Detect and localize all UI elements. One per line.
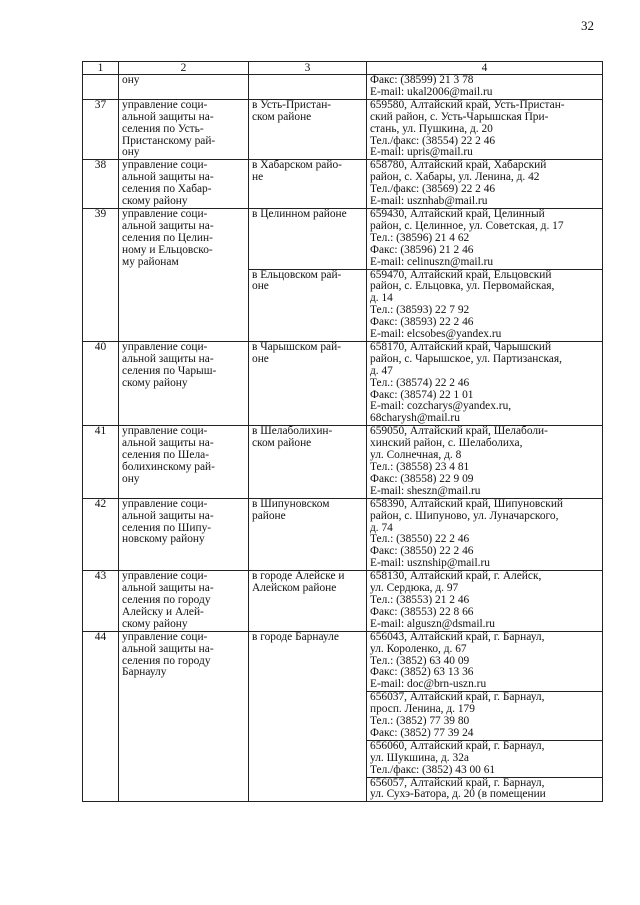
cell-line: E-mail: elcsobes@yandex.ru bbox=[370, 328, 502, 341]
cell-line: не bbox=[252, 171, 264, 184]
row-number: 38 bbox=[83, 160, 119, 209]
district-cell bbox=[249, 426, 367, 498]
cell-line: Тел.: (38550) 22 2 46 bbox=[370, 533, 470, 546]
cell-line: 659050, Алтайский край, Шелаболи- bbox=[370, 425, 548, 438]
cell-line: оне bbox=[252, 280, 269, 293]
cell-line: ону bbox=[122, 74, 140, 86]
cell-line: управление соци- bbox=[122, 497, 208, 510]
cell-line: Тел.: (3852) 77 39 80 bbox=[370, 715, 470, 728]
cell-line: д. 14 bbox=[370, 292, 393, 305]
cell-line: районе bbox=[252, 509, 286, 522]
cell-line: ский район, с. Усть-Чарышская При- bbox=[370, 110, 549, 123]
contact-cell bbox=[367, 498, 603, 570]
cell-line: скому району bbox=[122, 195, 188, 208]
cell-line: 659430, Алтайский край, Целинный bbox=[370, 207, 545, 220]
cell-line: в Ельцовском рай- bbox=[252, 268, 342, 281]
district-cell bbox=[249, 160, 367, 209]
column-header: 3 bbox=[249, 62, 367, 75]
cell-line: ул. Короленко, д. 67 bbox=[370, 642, 467, 655]
contact-cell bbox=[367, 269, 603, 341]
cell-line: 659470, Алтайский край, Ельцовский bbox=[370, 268, 552, 281]
cell-line: район, с. Ельцовка, ул. Первомайская, bbox=[370, 280, 555, 293]
cell-line: ону bbox=[122, 472, 140, 485]
contact-cell bbox=[367, 208, 603, 269]
cell-line: E-mail: ukal2006@mail.ru bbox=[370, 85, 493, 98]
cell-line: управление соци- bbox=[122, 340, 208, 353]
organization-cell bbox=[119, 571, 249, 632]
row-number: 44 bbox=[83, 631, 119, 802]
cell-line: ул. Сердюка, д. 97 bbox=[370, 582, 459, 595]
district-cell bbox=[249, 631, 367, 802]
cell-line: Факс: (38593) 22 2 46 bbox=[370, 316, 474, 329]
table-row bbox=[83, 208, 603, 269]
cell-line: просп. Ленина, д. 179 bbox=[370, 703, 475, 716]
cell-line: Барнаулу bbox=[122, 666, 167, 679]
table-row bbox=[83, 341, 603, 425]
cell-line: стань, ул. Пушкина, д. 20 bbox=[370, 122, 493, 135]
cell-line: 658390, Алтайский край, Шипуновский bbox=[370, 497, 564, 510]
cell-line: управление соци- bbox=[122, 630, 208, 643]
district-cell bbox=[249, 571, 367, 632]
cell-line: управление соци- bbox=[122, 159, 208, 172]
table-body bbox=[83, 62, 603, 802]
cell-line: ному и Ельцовско- bbox=[122, 243, 213, 256]
cell-line: Факс: (38574) 22 1 01 bbox=[370, 388, 474, 401]
cell-line: селения по Шипу- bbox=[122, 521, 212, 534]
cell-line: Факс: (3852) 63 13 36 bbox=[370, 666, 474, 679]
cell-line: альной защиты на- bbox=[122, 352, 214, 365]
contact-cell bbox=[367, 740, 603, 777]
cell-line: Факс: (38596) 21 2 46 bbox=[370, 243, 474, 256]
row-number: 42 bbox=[83, 498, 119, 570]
organization-cell bbox=[119, 426, 249, 498]
column-header: 1 bbox=[83, 62, 119, 75]
cell-line: в Чарышском рай- bbox=[252, 340, 341, 353]
cell-line: в Шипуновском bbox=[252, 497, 330, 510]
cell-line: в Шелаболихин- bbox=[252, 425, 333, 438]
cell-line: Тел.: (38553) 21 2 46 bbox=[370, 593, 470, 606]
cell-line: управление соци- bbox=[122, 570, 208, 583]
cell-line: ону bbox=[122, 146, 140, 159]
table-row bbox=[83, 426, 603, 498]
organization-cell bbox=[119, 498, 249, 570]
cell-line: 656043, Алтайский край, г. Барнаул, bbox=[370, 630, 545, 643]
table-row bbox=[83, 631, 603, 692]
cell-line: Тел./факс: (38569) 22 2 46 bbox=[370, 183, 496, 196]
cell-line: альной защиты на- bbox=[122, 219, 214, 232]
contact-cell bbox=[367, 341, 603, 425]
cell-line: Алейску и Алей- bbox=[122, 605, 204, 618]
row-number bbox=[83, 75, 119, 100]
cell-line: в Хабарском райо- bbox=[252, 159, 342, 172]
cell-line: управление соци- bbox=[122, 207, 208, 220]
cell-line: альной защиты на- bbox=[122, 582, 214, 595]
cell-line: Тел.: (38574) 22 2 46 bbox=[370, 376, 470, 389]
cell-line: альной защиты на- bbox=[122, 437, 214, 450]
cell-line: в городе Алейске и bbox=[252, 570, 345, 583]
cell-line: скому району bbox=[122, 617, 188, 630]
organization-cell bbox=[119, 631, 249, 802]
column-header: 2 bbox=[119, 62, 249, 75]
organization-cell bbox=[119, 75, 249, 100]
table-row bbox=[83, 75, 603, 100]
contact-cell bbox=[367, 99, 603, 160]
contact-cell bbox=[367, 692, 603, 741]
district-cell bbox=[249, 75, 367, 100]
table-header-row bbox=[83, 62, 603, 75]
organization-cell bbox=[119, 341, 249, 425]
cell-line: Тел./факс: (38554) 22 2 46 bbox=[370, 134, 496, 147]
cell-line: Тел.: (38593) 22 7 92 bbox=[370, 304, 470, 317]
cell-line: Тел.: (38558) 23 4 81 bbox=[370, 461, 470, 473]
cell-line: му районам bbox=[122, 255, 179, 268]
institutions-table bbox=[82, 61, 603, 802]
cell-line: 658170, Алтайский край, Чарышский bbox=[370, 340, 552, 353]
cell-line: Факс: (38553) 22 8 66 bbox=[370, 605, 474, 618]
contact-cell bbox=[367, 631, 603, 692]
cell-line: селения по Хабар- bbox=[122, 183, 212, 196]
cell-line: Тел.: (38596) 21 4 62 bbox=[370, 231, 470, 244]
cell-line: E-mail: cozcharys@yandex.ru, bbox=[370, 400, 512, 413]
cell-line: 658130, Алтайский край, г. Алейск, bbox=[370, 570, 542, 583]
cell-line: альной защиты на- bbox=[122, 110, 214, 123]
cell-line: селения по Чарыш- bbox=[122, 364, 217, 377]
contact-cell bbox=[367, 571, 603, 632]
row-number: 39 bbox=[83, 208, 119, 341]
cell-line: д. 47 bbox=[370, 364, 393, 377]
cell-line: скому району bbox=[122, 376, 188, 389]
cell-line: 656057, Алтайский край, г. Барнаул, bbox=[370, 776, 545, 789]
cell-line: новскому району bbox=[122, 533, 205, 546]
cell-line: Пристанскому рай- bbox=[122, 134, 216, 147]
cell-line: селения по Усть- bbox=[122, 122, 204, 135]
cell-line: Факс: (38558) 22 9 09 bbox=[370, 472, 474, 485]
cell-line: в Усть-Пристан- bbox=[252, 98, 332, 111]
table-row bbox=[83, 498, 603, 570]
column-header: 4 bbox=[367, 62, 603, 75]
cell-line: альной защиты на- bbox=[122, 171, 214, 184]
cell-line: 659580, Алтайский край, Усть-Пристан- bbox=[370, 98, 565, 111]
cell-line: район, с. Чарышское, ул. Партизанская, bbox=[370, 352, 562, 365]
cell-line: управление соци- bbox=[122, 98, 208, 111]
row-number: 40 bbox=[83, 341, 119, 425]
cell-line: 68charysh@mail.ru bbox=[370, 412, 460, 425]
cell-line: ул. Шукшина, д. 32а bbox=[370, 751, 469, 764]
cell-line: 656037, Алтайский край, г. Барнаул, bbox=[370, 691, 545, 704]
contact-cell bbox=[367, 160, 603, 209]
cell-line: ул. Сухэ-Батора, д. 20 (в помещении bbox=[370, 788, 546, 801]
row-number: 43 bbox=[83, 571, 119, 632]
cell-line: д. 74 bbox=[370, 521, 393, 534]
table-row bbox=[83, 99, 603, 160]
cell-line: в городе Барнауле bbox=[252, 630, 339, 643]
organization-cell bbox=[119, 99, 249, 160]
cell-line: ском районе bbox=[252, 437, 312, 450]
cell-line: E-mail: celinuszn@mail.ru bbox=[370, 255, 494, 268]
district-cell bbox=[249, 498, 367, 570]
cell-line: E-mail: doc@brn-uszn.ru bbox=[370, 678, 487, 691]
cell-line: район, с. Хабары, ул. Ленина, д. 42 bbox=[370, 171, 540, 184]
cell-line: болихинскому рай- bbox=[122, 461, 215, 473]
cell-line: селения по городу bbox=[122, 593, 211, 606]
cell-line: ул. Солнечная, д. 8 bbox=[370, 449, 462, 462]
cell-line: E-mail: sheszn@mail.ru bbox=[370, 484, 481, 497]
cell-line: район, с. Шипуново, ул. Луначарского, bbox=[370, 509, 559, 522]
cell-line: в Целинном районе bbox=[252, 207, 347, 220]
page-number: 32 bbox=[581, 18, 594, 33]
cell-line: район, с. Целинное, ул. Советская, д. 17 bbox=[370, 219, 564, 232]
contact-cell bbox=[367, 75, 603, 100]
cell-line: управление соци- bbox=[122, 425, 208, 438]
cell-line: E-mail: usznhab@mail.ru bbox=[370, 195, 488, 208]
table-row bbox=[83, 571, 603, 632]
row-number: 37 bbox=[83, 99, 119, 160]
cell-line: ском районе bbox=[252, 110, 312, 123]
district-cell bbox=[249, 341, 367, 425]
cell-line: Тел.: (3852) 63 40 09 bbox=[370, 654, 470, 667]
cell-line: селения по городу bbox=[122, 654, 211, 667]
cell-line: селения по Целин- bbox=[122, 231, 213, 244]
table-row bbox=[83, 160, 603, 209]
cell-line: Факс: (38550) 22 2 46 bbox=[370, 545, 474, 558]
cell-line: селения по Шела- bbox=[122, 449, 209, 462]
cell-line: E-mail: upris@mail.ru bbox=[370, 146, 473, 159]
organization-cell bbox=[119, 208, 249, 341]
contact-cell bbox=[367, 426, 603, 498]
contact-cell bbox=[367, 777, 603, 802]
cell-line: E-mail: alguszn@dsmail.ru bbox=[370, 617, 496, 630]
row-number: 41 bbox=[83, 426, 119, 498]
cell-line: Тел./факс: (3852) 43 00 61 bbox=[370, 763, 496, 776]
district-cell bbox=[249, 208, 367, 269]
district-cell bbox=[249, 269, 367, 341]
organization-cell bbox=[119, 160, 249, 209]
cell-line: Факс: (3852) 77 39 24 bbox=[370, 726, 474, 739]
cell-line: альной защиты на- bbox=[122, 642, 214, 655]
district-cell bbox=[249, 99, 367, 160]
cell-line: альной защиты на- bbox=[122, 509, 214, 522]
cell-line: 658780, Алтайский край, Хабарский bbox=[370, 159, 547, 172]
cell-line: E-mail: usznship@mail.ru bbox=[370, 557, 490, 570]
cell-line: Алейском районе bbox=[252, 582, 337, 595]
cell-line: 656060, Алтайский край, г. Барнаул, bbox=[370, 739, 545, 752]
cell-line: Факс: (38599) 21 3 78 bbox=[370, 74, 474, 86]
cell-line: оне bbox=[252, 352, 269, 365]
cell-line: хинский район, с. Шелаболиха, bbox=[370, 437, 523, 450]
